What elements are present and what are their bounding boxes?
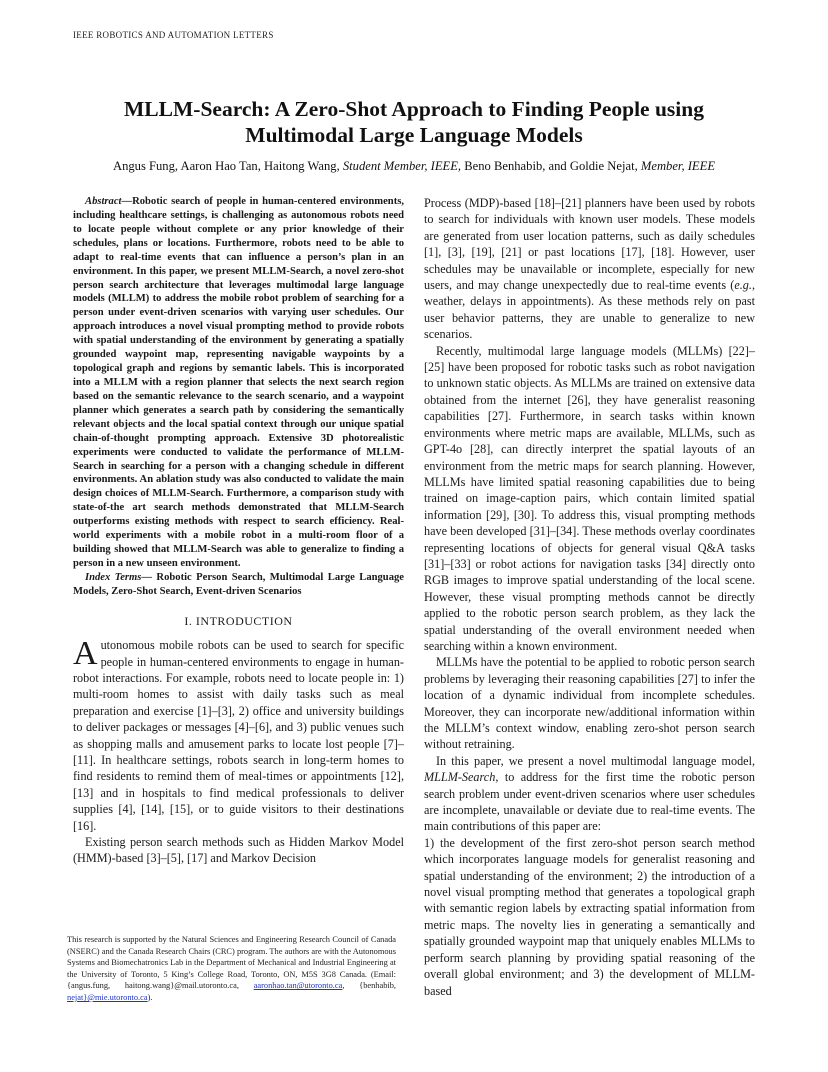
left-column (73, 195, 404, 867)
right-p1a: Process (MDP)-based [18]–[21] planners have been used by robots to search for individuals with known user models. These models are generated from user location patterns, such as daily schedules [1], [3], [19], [21] or past locations [17], [18]. However, user schedules may be unavailable or incomplete, especially for new users, and may change unexpectedly due to real-time events ( (424, 196, 755, 293)
footnote (67, 934, 396, 1004)
intro-paragraph-1-text: utonomous mobile robots can be used to search for specific people in human-centered environments to engage in human-robot interactions. For example, robots need to locate people in: 1) multi-room homes to assist with daily tasks such as meal preparation and exercise [1]–[3], 2) office and university buildings to deliver packages or messages [4]–[6], and 3) public venues such as shopping malls and amusement parks to locate lost people [7]–[11]. In healthcare settings, robots search in long-term homes to find residents to remind them of meal-times or appointments [12], [13] and in hospitals to find medical professionals to deliver supplies [4], [14], [15], or to guide visitors to their destinations [16]. (73, 638, 404, 833)
author-names-2: Beno Benhabib, and Goldie Nejat, (461, 159, 641, 173)
section-numeral: I. (184, 613, 193, 628)
author-names-1: Angus Fung, Aaron Hao Tan, Haitong Wang, (112, 159, 343, 173)
email-link-2[interactable]: nejat}@mie.utoronto.ca (67, 992, 148, 1002)
right-p4b: , to address for the first time the robotic person search problem under event-driven scenarios where user schedules are incomplete, unavailable or deviate due to real-time events. The main contributions of this paper are: (424, 770, 755, 834)
author-role-2: Member, IEEE (640, 159, 716, 173)
right-column (424, 195, 755, 999)
right-p4a: In this paper, we present a novel multimodal language model, (436, 753, 755, 768)
abstract-text: —Robotic search of people in human-centered environments, including healthcare settings, is challenging as autonomous robots need to locate people without complete or any prior knowledge of their schedules, plans or locations. Furthermore, robots need to be able to adapt to real-time events that can influence a person’s plan in an environment. In this paper, we present MLLM-Search, a novel zero-shot person search architecture that leverages multimodal large language models (MLLM) to address the mobile robot problem of searching for a person under event-driven scenarios with varying user schedules. Our approach introduces a novel visual prompting method to provide robots with spatial understanding of the environment by generating a spatially grounded waypoint map, representing navigable waypoints by a topological graph and regions by semantic labels. This is incorporated into a MLLM with a region planner that selects the next search region based on the semantic relevance to the search scenario, and a waypoint planner which generates a search path by considering the semantically relevant objects and the local spatial context through our unique spatial chain-of-thought prompting approach. Extensive 3D photorealistic experiments were conducted to validate the performance of MLLM-Search in searching for a person with a changing schedule in different environments. An ablation study was also conducted to validate the main design choices of MLLM-Search. Furthermore, a comparison study with state-of-the art search methods demonstrated that MLLM-Search outperforms existing methods with respect to search efficiency. Real-world experiments with a mobile robot in a multi-room floor of a building showed that MLLM-Search was able to generalize to finding a person in a new unseen environment. (73, 196, 404, 569)
footnote-mid: , {benhabib, (342, 981, 396, 991)
section-title-rest: NTRODUCTION (200, 613, 293, 628)
section-initial: I (195, 613, 201, 628)
right-paragraph-contributions: 1) the development of the first zero-shot person search method which incorporates language models for generalist reasoning and spatial understanding of the environment; 2) the introduction of a novel visual prompting method that generates a topological graph with semantic region labels by extracting spatial information from metric maps. The novelty lies in generating a semantically and spatially grounded waypoint map that uniquely enables MLLMs to perform search planning by providing spatial reasoning of the overall global environment; and 3) the development of MLLM-based (424, 835, 755, 998)
title-line-2: Multimodal Large Language Models (245, 123, 583, 147)
index-terms-lead: Index Terms (85, 571, 142, 583)
title-line-1: MLLM-Search: A Zero-Shot Approach to Finding People using (124, 97, 704, 121)
method-name: MLLM-Search (424, 770, 496, 785)
running-head: IEEE ROBOTICS AND AUTOMATION LETTERS (73, 30, 274, 40)
section-heading-introduction (73, 613, 404, 629)
abstract-lead: Abstract (85, 196, 122, 207)
right-p1-eg: e.g. (734, 278, 752, 293)
right-p1b: , weather, delays in appointments). As these methods rely on past user behavior patterns, they are unable to generalize to new scenarios. (424, 278, 755, 342)
index-terms (73, 571, 404, 599)
footnote-text: This research is supported by the Natural Sciences and Engineering Research Council of Canada (NSERC) and the Canada Research Chairs (CRC) program. The authors are with the Autonomous Systems and Biomechatronics Lab in the Department of Mechanical and Industrial Engineering at the University of Toronto, 5 King’s College Road, Toronto, ON, M5S 3G8 Canada. (Email: {angus.fung, haitong.wang}@mail.utoronto.ca, (67, 935, 396, 991)
author-list (60, 158, 768, 174)
footnote-end: ). (147, 992, 153, 1002)
paper-title (60, 96, 768, 148)
intro-paragraph-2: Existing person search methods such as Hidden Markov Model (HMM)-based [3]–[5], [17] and Markov Decision (73, 835, 404, 866)
abstract (73, 195, 404, 571)
author-role-1: Student Member, IEEE, (342, 159, 462, 173)
right-paragraph-1 (424, 195, 755, 343)
drop-cap: A (73, 635, 98, 673)
right-paragraph-2: Recently, multimodal large language models (MLLMs) [22]–[25] have been proposed for robotic tasks such as robot navigation to unknown static objects. As MLLMs are trained on extensive data obtained from the internet [26], they have generalist reasoning capabilities [27]. Furthermore, in search tasks within known environments where metric maps are available, MLLMs, such as GPT-4o [28], can directly interpret the spatial layouts of an environment from the metric maps for search planning. However, MLLMs have limited spatial reasoning capabilities due to being trained on image-caption pairs, which contain limited spatial information [29], [30]. To address this, visual prompting methods have been developed [31]–[34]. These methods overlay coordinates representing locations of objects for general visual Q&A tasks [31]–[33] or robot actions for navigation tasks [34] directly onto RGB images to improve spatial understanding of the local scene. However, these visual prompting methods cannot be directly applied to the robotic person search problem, as they lack the spatial understanding of the overall environment needed when searching within a known environment. (424, 343, 755, 653)
intro-paragraph-1 (73, 637, 404, 834)
index-terms-text: — Robotic Person Search, Multimodal Large Language Models, Zero-Shot Search, Event-driven Scenarios (73, 571, 404, 597)
right-paragraph-3: MLLMs have the potential to be applied to robotic person search problems by leveraging their reasoning capabilities [27] to infer the location of a dynamic individual from incomplete schedules. Moreover, they can incorporate new/additional information within the MLLM’s context window, enabling zero-shot person search without retraining. (424, 655, 755, 752)
right-paragraph-4 (424, 753, 755, 835)
email-link-1[interactable]: aaronhao.tan@utoronto.ca (253, 981, 343, 991)
